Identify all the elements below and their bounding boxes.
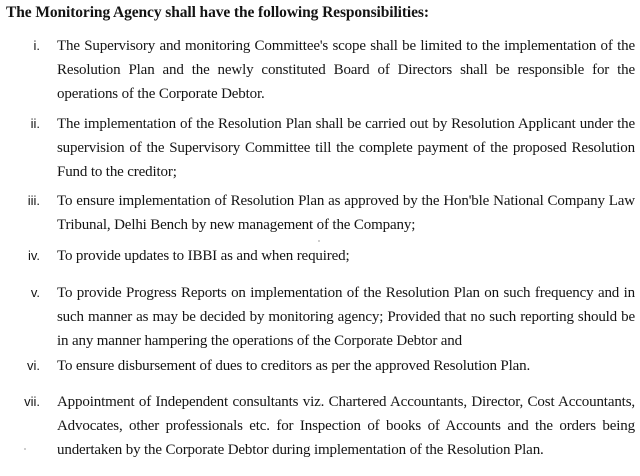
item-numeral: vii. (24, 394, 40, 409)
item-numeral: i. (33, 38, 40, 53)
item-text: To ensure implementation of Resolution Plan as approved by the Hon'ble National Company Law Tribunal, Delhi Bench by new management of the Company; (57, 193, 635, 234)
scan-speck (24, 448, 26, 450)
item-text: To provide Progress Reports on implementation of the Resolution Plan on such frequency and in such manner as may be decided by monitoring agency; Provided that no such reporting should be in any manner hampering the operations of the Corporate Debtor and (57, 285, 635, 350)
item-numeral: iv. (27, 248, 40, 263)
item-text: Appointment of Independent consultants viz. Chartered Accountants, Director, Cost Accountants, Advocates, other professionals etc. for Inspection of books of Accounts and the orders being undertaken by the Corporate Debtor during implementation of the Resolution Plan. (57, 394, 635, 459)
scan-speck (318, 240, 320, 242)
item-numeral: v. (30, 285, 40, 300)
item-text: To provide updates to IBBI as and when required; (57, 248, 350, 264)
item-text: The Supervisory and monitoring Committee's scope shall be limited to the implementation of the Resolution Plan and the newly constituted Board of Directors shall be responsible for the operations of the Corporate Debtor. (57, 38, 635, 103)
item-text: To ensure disbursement of dues to creditors as per the approved Resolution Plan. (57, 358, 531, 374)
item-numeral: vi. (27, 358, 40, 373)
item-numeral: ii. (30, 116, 40, 131)
item-text: The implementation of the Resolution Plan shall be carried out by Resolution Applicant under the supervision of the Supervisory Committee till the complete payment of the proposed Resolution Fund to the creditor; (57, 116, 635, 181)
section-heading: The Monitoring Agency shall have the following Responsibilities: (6, 4, 429, 21)
item-numeral: iii. (27, 193, 40, 208)
